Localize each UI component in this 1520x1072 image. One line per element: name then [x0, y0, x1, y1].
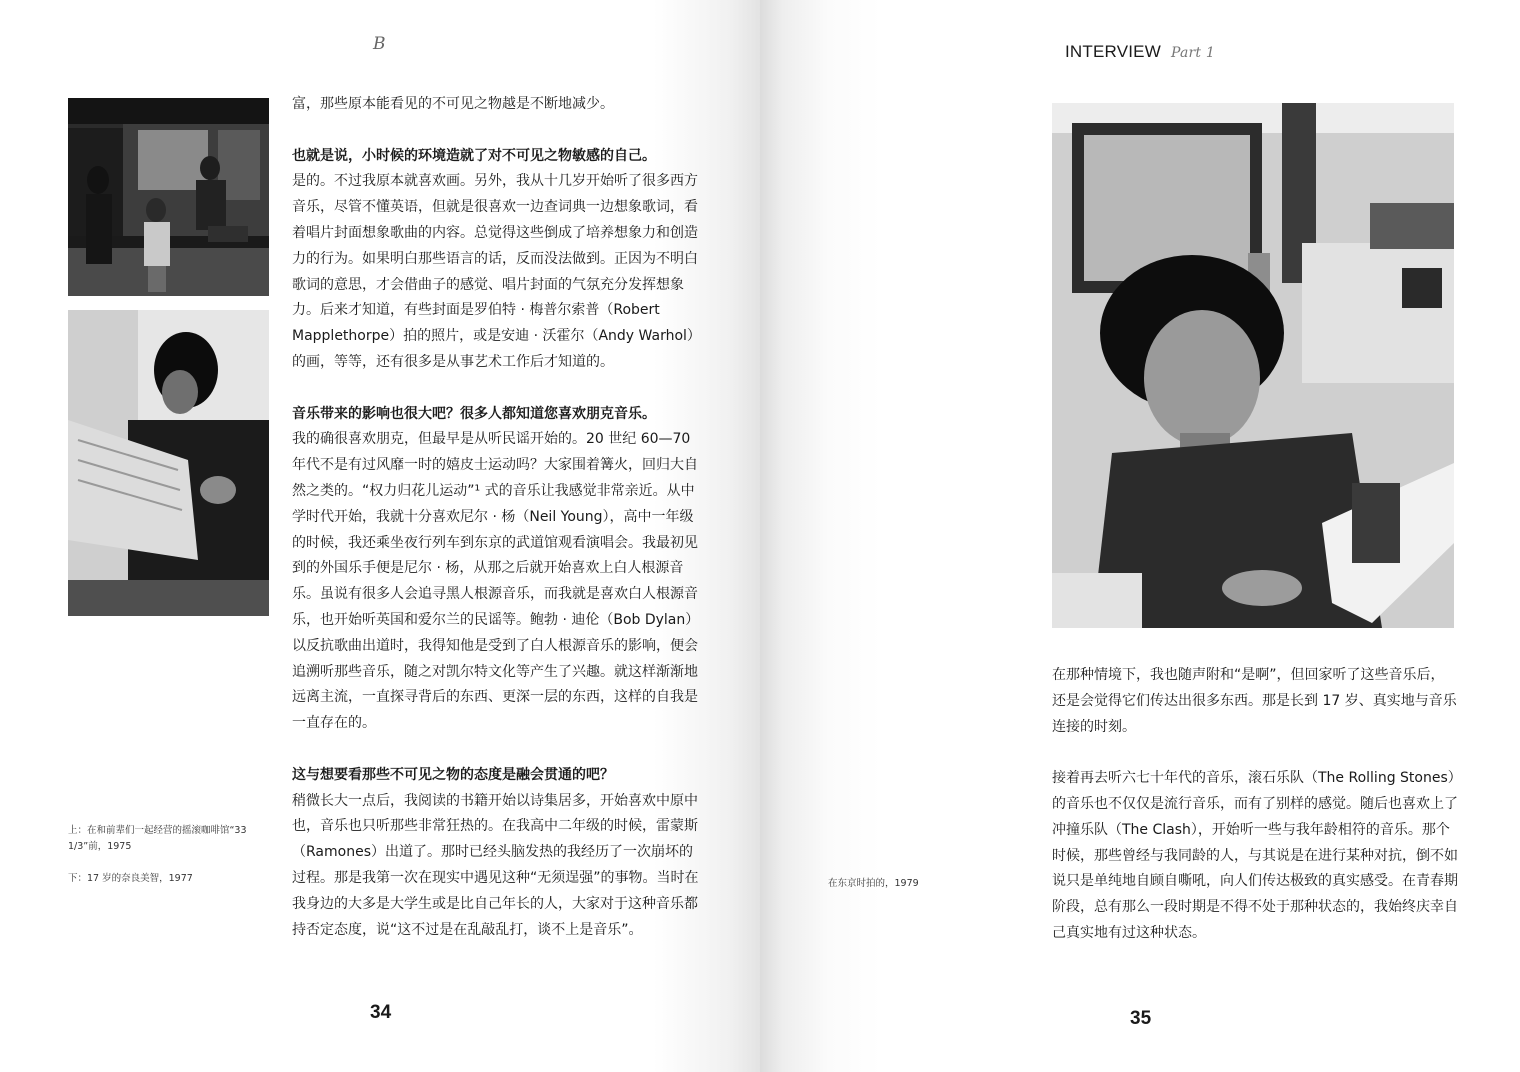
paragraph: 富，那些原本能看见的不可见之物越是不断地减少。	[292, 96, 614, 112]
right-page	[760, 0, 1520, 1072]
interview-column-left	[292, 92, 700, 943]
photo-caption-top: 上：在和前辈们一起经营的摇滚咖啡馆“33 1/3”前，1975	[68, 825, 247, 852]
running-head-part: Part 1	[1170, 45, 1215, 61]
paragraph: 接着再去听六七十年代的音乐，滚石乐队（The Rolling Stones）的音乐也不仅仅是流行音乐，而有了别样的感觉。随后也喜欢上了冲撞乐队（The Clash），开始听一些与我年龄相符的音乐。那个时候，那些曾经与我同龄的人，与其说是在进行某种对抗，倒不如说只是单纯地自顾自嘶吼，向人们传达极致的真实感受。在青春期阶段，总有那么一段时期是不得不处于那种状态的，我始终庆幸自己真实地有过这种状态。	[1052, 770, 1458, 941]
interview-answer: 是的。不过我原本就喜欢画。另外，我从十几岁开始听了很多西方音乐，尽管不懂英语，但就是很喜欢一边查词典一边想象歌词，看着唱片封面想象歌曲的内容。总觉得这些倒成了培养想象力和创造力的行为。如果明白那些语言的话，反而没法做到。正因为不明白歌词的意思，才会借曲子的感觉、唱片封面的气氛充分发挥想象力。后来才知道，有些封面是罗伯特 · 梅普尔索普（Robert Mapplethorpe）拍的照片，或是安迪 · 沃霍尔（Andy Warhol）的画，等等，还有很多是从事艺术工作后才知道的。	[292, 173, 698, 370]
photo-caption-bottom: 下：17 岁的奈良美智，1977	[68, 873, 193, 884]
running-head	[1065, 42, 1215, 62]
interview-answer: 我的确很喜欢朋克，但最早是从听民谣开始的。20 世纪 60—70 年代不是有过风靡一时的嬉皮士运动吗？大家围着篝火，回归大自然之类的。“权力归花儿运动”¹ 式的音乐让我感觉非常亲近。从中学时代开始，我就十分喜欢尼尔 · 杨（Neil Young），高中一年级的时候，我还乘坐夜行列车到东京的武道馆观看演唱会。我最初见到的外国乐手便是尼尔 · 杨，从那之后就开始喜欢上白人根源音乐。虽说有很多人会追寻黑人根源音乐，而我就是喜欢白人根源音乐，也开始听英国和爱尔兰的民谣等。鲍勃 · 迪伦（Bob Dylan）以反抗歌曲出道时，我得知他是受到了白人根源音乐的影响，便会追溯听那些音乐，随之对凯尔特文化等产生了兴趣。就这样渐渐地远离主流，一直探寻背后的东西、更深一层的东西，这样的自我是一直存在的。	[292, 431, 700, 732]
interview-question: 也就是说，小时候的环境造就了对不可见之物敏感的自己。	[292, 147, 656, 164]
interview-column-right	[1052, 663, 1458, 947]
photo-reading-newspaper	[68, 310, 269, 616]
page-number: 35	[1130, 1008, 1152, 1029]
running-head-title: INTERVIEW	[1065, 42, 1161, 61]
photo-tokyo-portrait	[1052, 103, 1454, 628]
interview-question: 这与想要看那些不可见之物的态度是融会贯通的吧？	[292, 766, 614, 783]
photo-caption: 在东京时拍的，1979	[828, 878, 919, 889]
paragraph: 在那种情境下，我也随声附和“是啊”，但回家听了这些音乐后，还是会觉得它们传达出很多东西。那是长到 17 岁、真实地与音乐连接的时刻。	[1052, 667, 1457, 735]
interview-answer: 稍微长大一点后，我阅读的书籍开始以诗集居多，开始喜欢中原中也，音乐也只听那些非常狂热的。在我高中二年级的时候，雷蒙斯（Ramones）出道了。那时已经头脑发热的我经历了一次崩坏的过程。那是我第一次在现实中遇见这种“无须逞强”的事物。当时在我身边的大多是大学生或是比自己年长的人，大家对于这种音乐都持否定态度，说“这不过是在乱敲乱打，谈不上是音乐”。	[292, 792, 699, 938]
monogram: B	[373, 34, 386, 54]
page-number: 34	[370, 1002, 392, 1023]
interview-question: 音乐带来的影响也很大吧？很多人都知道您喜欢朋克音乐。	[292, 405, 656, 422]
photo-cafe-storefront	[68, 98, 269, 296]
